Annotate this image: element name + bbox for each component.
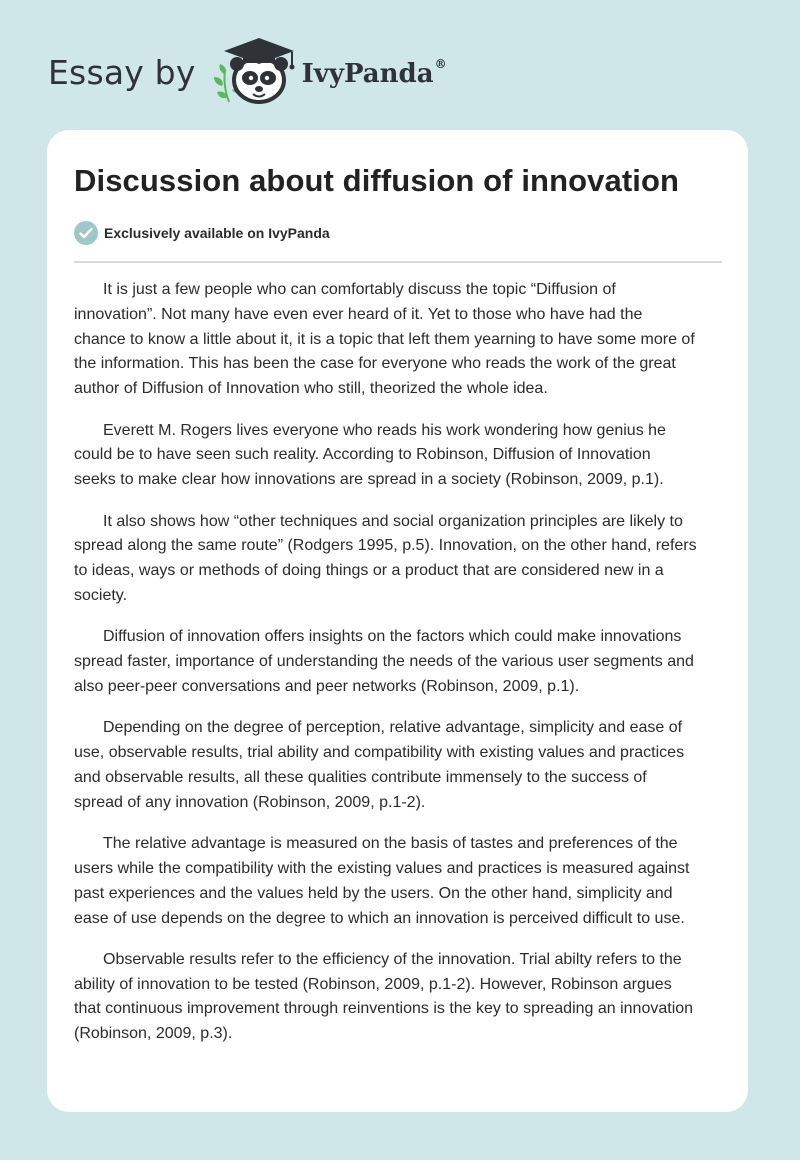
paragraph: Diffusion of innovation offers insights on the factors which could make innovations spread faster, importance of understanding the needs of the various user segments and also peer-peer conversations and peer networks (Robinson, 2009, p.1). [74,628,694,695]
brand-name-text: IvyPanda [301,59,434,89]
checkmark-circle-icon [74,221,98,245]
brand-name [302,59,447,89]
paragraph: The relative advantage is measured on the basis of tastes and preferences of the users while the compatibility with the existing values and practices is measured against past experiences and the values held by the users. On the other hand, simplicity and ease of use depends on the degree to which an innovation is perceived difficult to use. [74,835,690,927]
exclusive-badge [74,221,330,245]
essay-body [74,278,726,1064]
exclusive-badge-text: Exclusively available on IvyPanda [104,225,330,241]
registered-mark: ® [434,57,447,72]
paragraph: It also shows how “other techniques and social organization principles are likely to spread along the same route” (Rodgers 1995, p.5). Innovation, on the other hand, refers to ideas, ways or methods of doing things or a product that are considered new in a society. [74,512,697,604]
paragraph: Everett M. Rogers lives everyone who reads his work wondering how genius he could be to have seen such reality. According to Robinson, Diffusion of Innovation seeks to make clear how innovations are spread in a society (Robinson, 2009, p.1). [74,421,666,489]
brand-header [48,34,447,110]
essay-by-label: Essay by [48,52,196,92]
title-divider [74,261,722,263]
paragraph: Depending on the degree of perception, relative advantage, simplicity and ease of use, observable results, trial ability and compatibility with existing values and practices and observable results, all these qualities contribute immensely to the success of spread of any innovation (Robinson, 2009, p.1-2). [74,719,685,811]
paragraph: It is just a few people who can comfortably discuss the topic “Diffusion of innovation”. Not many have even ever heard of it. Yet to those who have had the chance to know a little about it, it is a topic that left them yearning to have some more of the information. This has been the case for everyone who reads the work of the great author of Diffusion of Innovation who still, theorized the whole idea. [74,281,695,398]
page-title: Discussion about diffusion of innovation [74,163,680,198]
paragraph: Observable results refer to the efficiency of the innovation. Trial abilty refers to the ability of innovation to be tested (Robinson, 2009, p.1-2). However, Robinson argues that continuous improvement through reinventions is the key to spreading an innovation (Robinson, 2009, p.3). [74,950,694,1043]
panda-graduation-cap-logo-icon [210,34,300,110]
essay-card [47,130,748,1112]
